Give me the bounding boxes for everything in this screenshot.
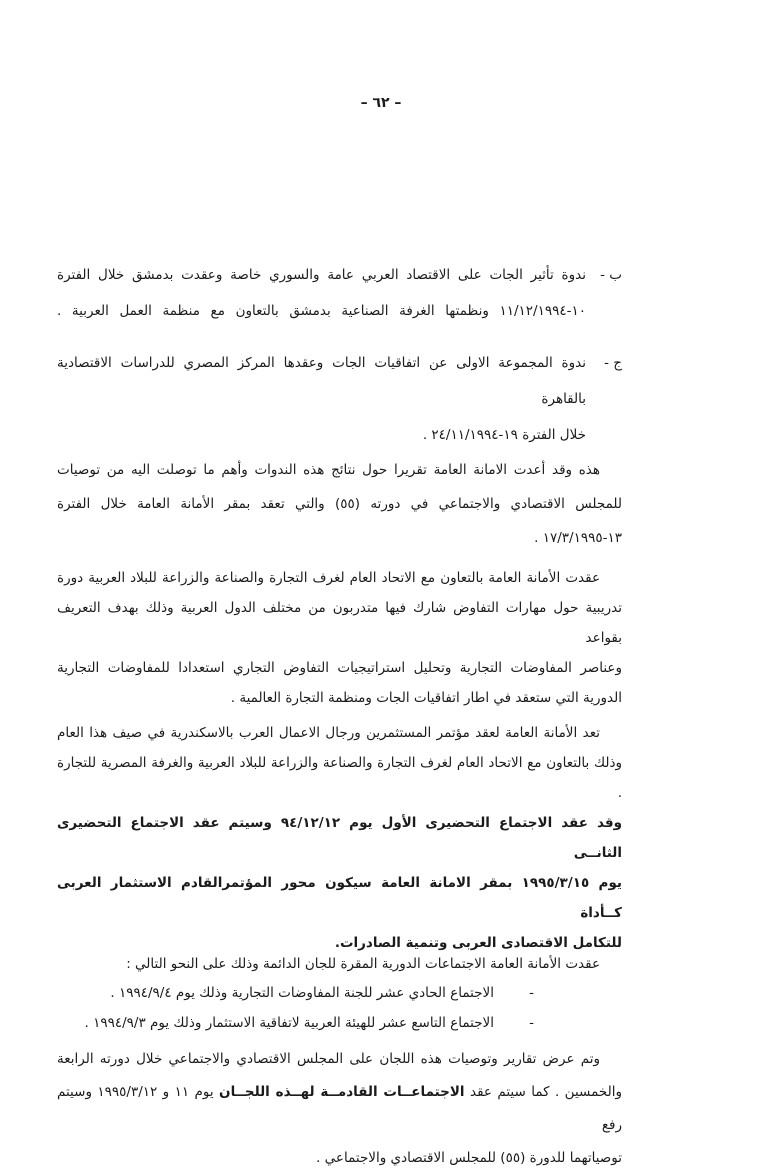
date-text: ١٩٩٥/٣/١٥	[521, 875, 590, 891]
text-segment: الاجتماعــات القادمــة لهــذه اللجــان	[219, 1084, 465, 1100]
text-segment: خلال الفترة	[517, 427, 586, 443]
text-segment: ندوة المجموعة الاولى عن اتفاقيات الجات وعقدها المركز المصري للدراسات الاقتصادية بالقاهرة	[57, 355, 586, 407]
bullet-trade-negotiations-committee	[57, 978, 622, 1008]
date-text: ٩٤/١٢/١٢	[280, 815, 341, 831]
investors-conference-paragraph	[57, 718, 622, 808]
text-segment: وقد عقد الاجتماع التحضيرى الأول يوم	[340, 815, 622, 831]
training-course-paragraph	[57, 563, 622, 713]
text-segment: والخمسين . كما سيتم عقد	[464, 1084, 622, 1100]
document-body	[57, 257, 622, 1175]
date-text: ١٣-١٧/٣/١٩٩٥	[542, 530, 622, 546]
date-text: ١٩٩٤/٩/٤	[118, 985, 172, 1001]
text-segment: بمقر الامانة العامة سيكون محور المؤتمرالقادم الاستثمار العربى كــأداة	[57, 875, 622, 921]
text-segment: .	[84, 1015, 94, 1031]
text-line	[57, 978, 494, 1008]
text-segment: .	[110, 985, 119, 1001]
list-marker: ب -	[600, 267, 622, 283]
text-segment: الدورية التي ستعقد في اطار اتفاقيات الجات ومنظمة التجارة العالمية .	[230, 690, 622, 706]
date-text: ١٠-١١/١٢/١٩٩٤	[499, 303, 586, 319]
text-line	[57, 950, 622, 978]
text-line	[57, 1142, 622, 1175]
text-segment: ندوة تأثير الجات على الاقتصاد العربي عامة والسوري خاصة وعقدت بدمشق خلال الفترة	[57, 267, 586, 283]
text-line	[57, 653, 622, 683]
text-segment: يوم ١١ و	[157, 1084, 220, 1100]
text-segment: ونظمتها الغرفة الصناعية بدمشق بالتعاون مع منظمة العمل العربية .	[57, 303, 500, 319]
text-line	[57, 718, 622, 748]
preparatory-meetings-paragraph	[57, 808, 622, 958]
text-segment: وتم عرض تقارير وتوصيات هذه اللجان على المجلس الاقتصادي والاجتماعي خلال دورته الرابعة	[57, 1051, 600, 1067]
text-segment: للتكامل الاقتصادى العربى وتنمية الصادرات.	[334, 935, 622, 951]
text-segment: وعناصر المفاوضات التجارية وتحليل استراتيجيات التفاوض التجاري استعدادا للمفاوضات التجارية	[57, 660, 622, 676]
date-text: ١٩٩٥/٣/١٢	[97, 1084, 158, 1100]
text-segment: .	[534, 530, 543, 546]
text-line	[57, 1076, 622, 1142]
text-line	[57, 868, 622, 928]
text-segment: وسيتم رفع	[57, 1084, 622, 1133]
council-session-paragraph	[57, 1043, 622, 1175]
text-line	[57, 345, 586, 417]
text-line	[57, 1043, 622, 1076]
text-segment: هذه وقد أعدت الامانة العامة تقريرا حول نتائج هذه الندوات وأهم ما توصلت اليه من توصيات	[57, 462, 600, 478]
text-segment: الاجتماع الحادي عشر للجنة المفاوضات التجارية وذلك يوم	[171, 985, 494, 1001]
text-line	[57, 417, 586, 453]
text-line	[57, 808, 622, 868]
list-marker: ج -	[604, 355, 622, 371]
date-text: ١٩-٢٤/١١/١٩٩٤	[431, 427, 518, 443]
text-segment: تدريبية حول مهارات التفاوض شارك فيها متدربون من مختلف الدول العربية وذلك بهدف التعريف بقواعد	[57, 600, 622, 646]
text-line	[57, 563, 622, 593]
text-line	[57, 683, 622, 713]
text-line	[57, 453, 622, 487]
text-line	[57, 293, 586, 329]
date-text: ١٩٩٤/٩/٣	[93, 1015, 146, 1031]
text-line	[57, 1008, 494, 1038]
text-segment: .	[422, 427, 432, 443]
text-segment: وذلك بالتعاون مع الاتحاد العام لغرف التجارة والصناعة والزراعة للبلاد العربية والغرفة المصرية للتجارة .	[57, 755, 622, 801]
text-line	[57, 521, 622, 555]
seminar-item-b	[57, 257, 622, 329]
bullet-arab-investment-agreement-body	[57, 1008, 622, 1038]
standing-committees-intro-line	[57, 950, 622, 978]
secretariat-report-paragraph	[57, 453, 622, 555]
text-line	[57, 748, 622, 808]
seminar-item-j	[57, 345, 622, 453]
text-segment: للمجلس الاقتصادي والاجتماعي في دورته (٥٥) والتي تعقد بمقر الأمانة العامة خلال الفترة	[57, 496, 622, 512]
list-marker: -	[529, 1015, 534, 1031]
text-segment: عقدت الأمانة العامة بالتعاون مع الاتحاد العام لغرف التجارة والصناعة والزراعة للبلاد العربية دورة	[57, 570, 600, 586]
text-segment: الاجتماع التاسع عشر للهيئة العربية لاتفاقية الاستثمار وذلك يوم	[145, 1015, 494, 1031]
text-line	[57, 593, 622, 653]
text-line	[57, 487, 622, 521]
text-segment: تعد الأمانة العامة لعقد مؤتمر المستثمرين ورجال الاعمال العرب بالاسكندرية في صيف هذا العام	[57, 725, 600, 741]
text-segment: عقدت الأمانة العامة الاجتماعات الدورية المقرة للجان الدائمة وذلك على النحو التالي :	[126, 956, 600, 972]
text-segment: وسيتم عقد الاجتماع التحضيرى الثانــى	[57, 815, 622, 861]
text-segment: يوم	[589, 875, 622, 891]
list-marker: -	[529, 985, 534, 1001]
page-number: – ٦٢ –	[360, 95, 402, 111]
text-segment: توصياتهما للدورة (٥٥) للمجلس الاقتصادي والاجتماعي .	[316, 1150, 622, 1166]
text-line	[57, 257, 586, 293]
